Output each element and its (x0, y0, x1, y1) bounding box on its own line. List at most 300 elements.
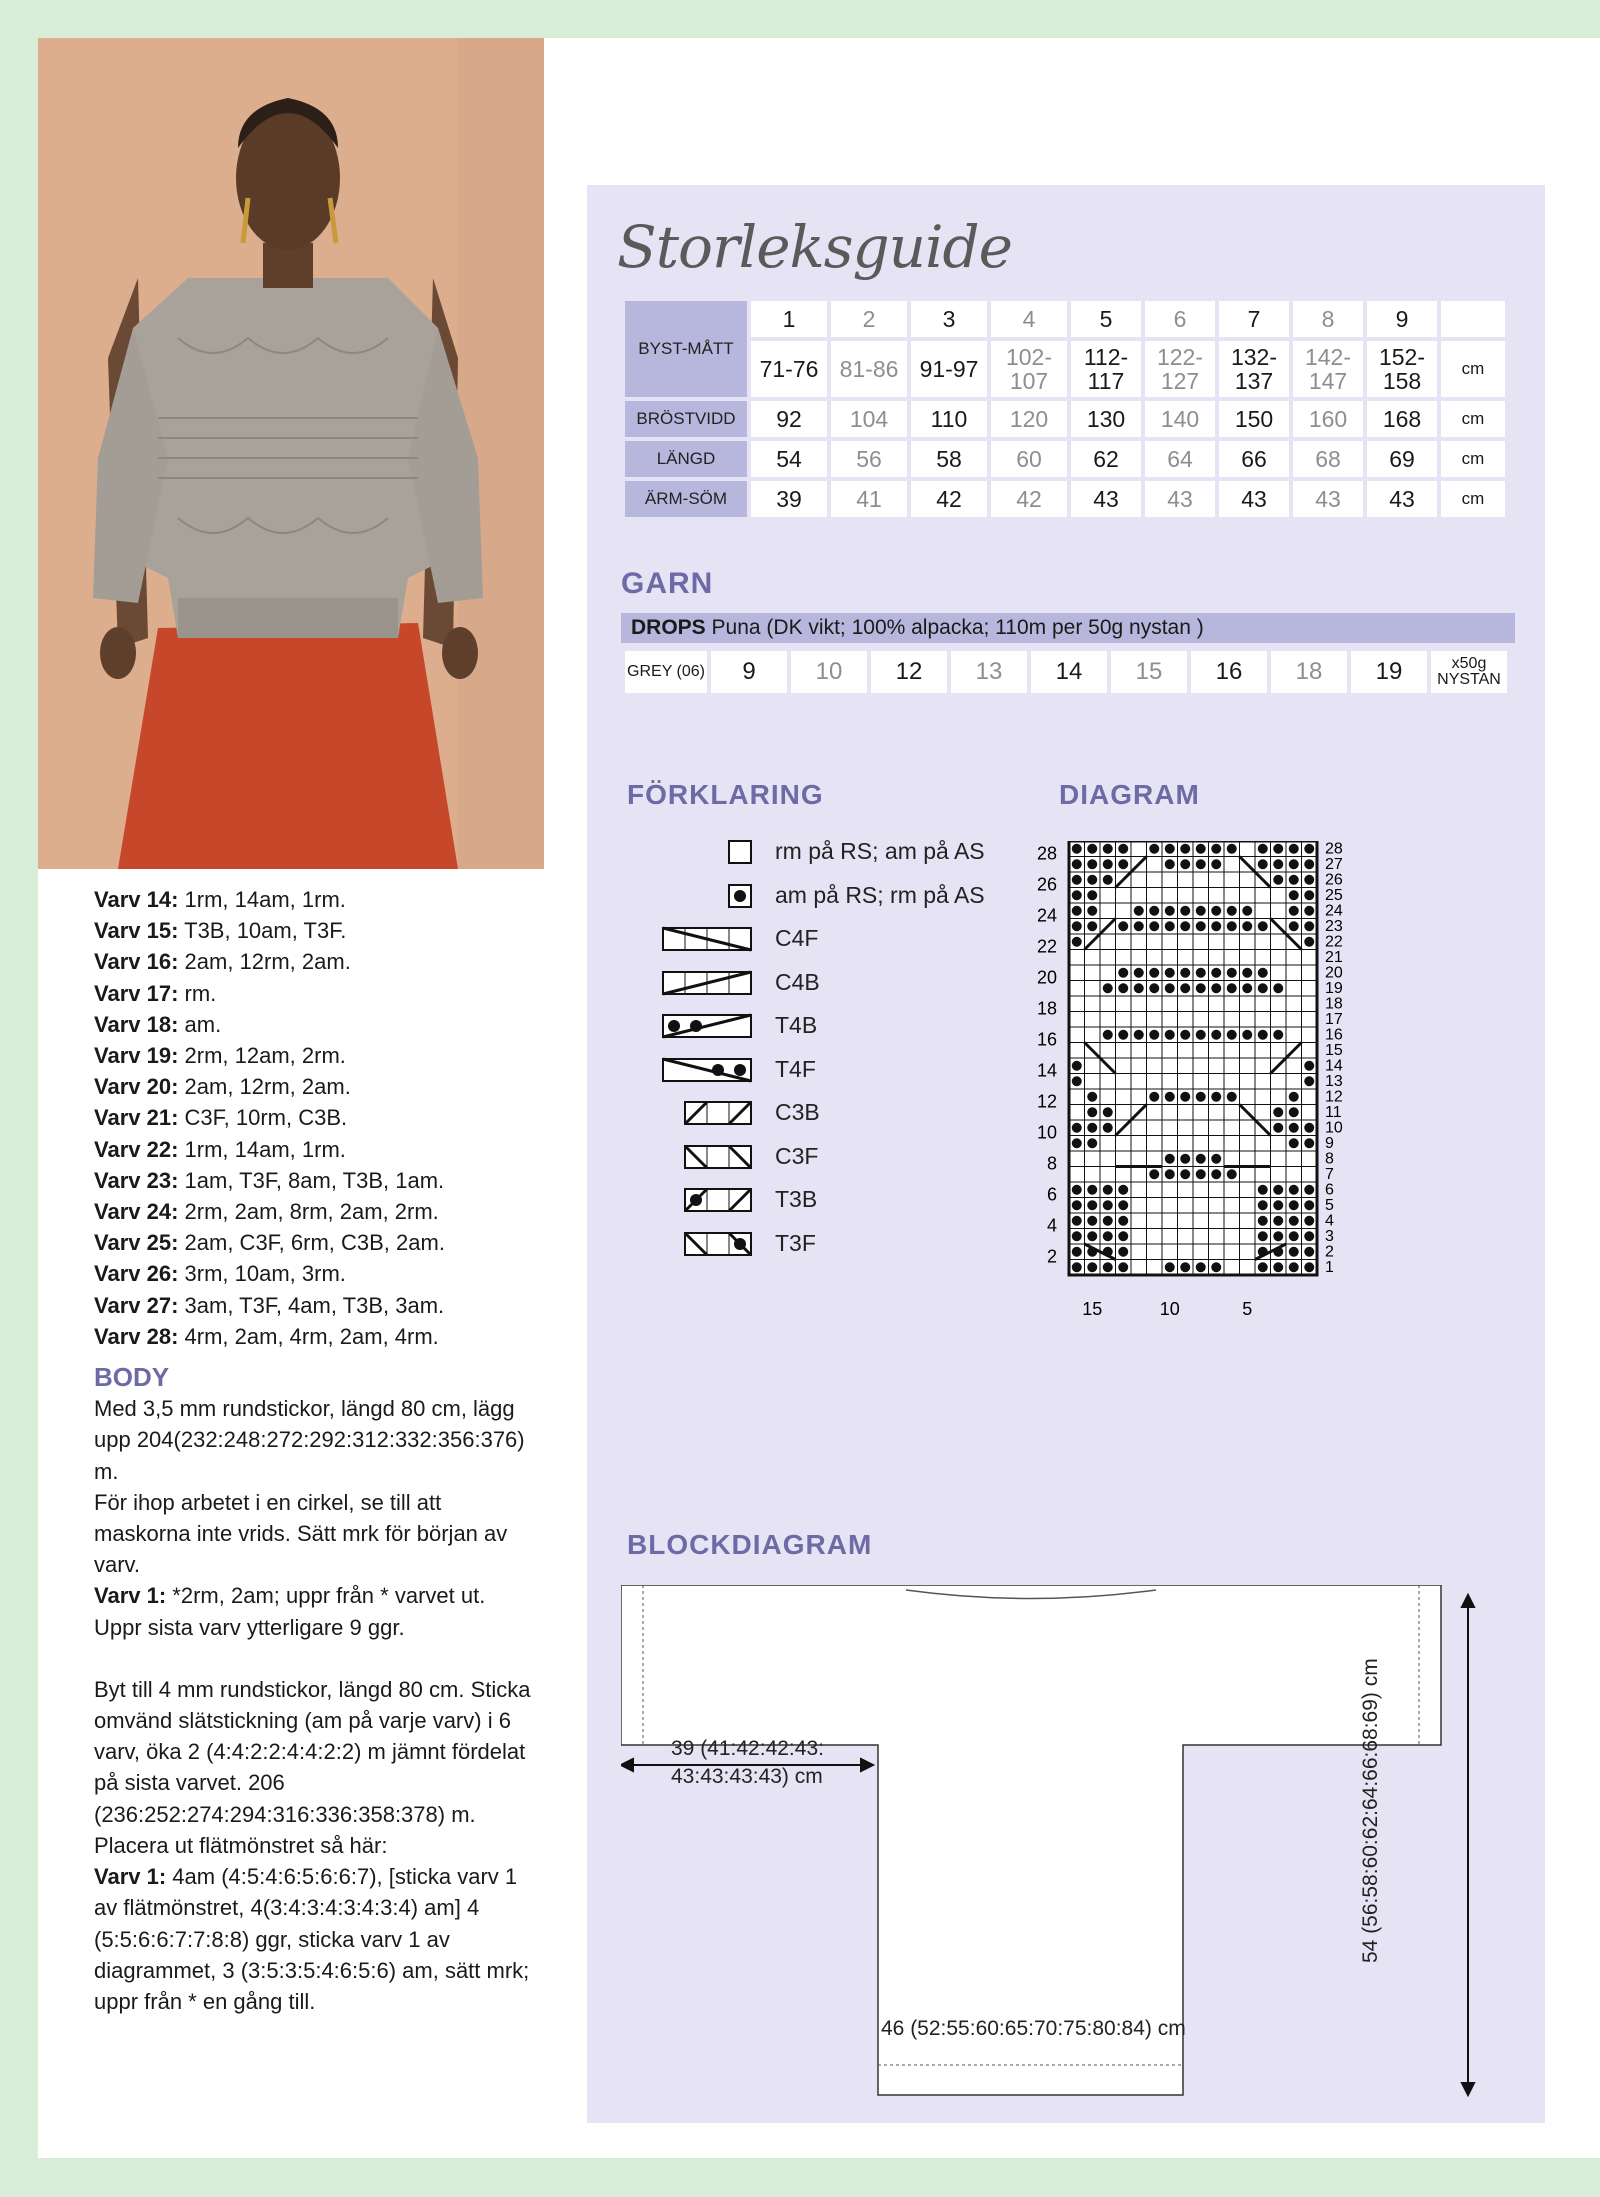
row-label-left: 16 (1036, 1029, 1057, 1050)
row-label-right: 27 (1325, 855, 1343, 873)
size-value: 152-158 (1367, 341, 1437, 397)
size-value: 69 (1367, 441, 1437, 477)
purl-dot (1227, 968, 1237, 978)
yarn-amount: 13 (951, 651, 1027, 693)
row-instruction: Varv 18: am. (94, 1011, 222, 1037)
c4b-icon (643, 970, 763, 998)
yarn-amount: 16 (1191, 651, 1267, 693)
size-value: 42 (991, 481, 1067, 517)
purl-dot (1211, 1154, 1221, 1164)
t3f-icon (643, 1231, 763, 1259)
purl-dot (1072, 1216, 1082, 1226)
purl-dot (1134, 921, 1144, 931)
row-instruction: Varv 14: 1rm, 14am, 1rm. (94, 887, 346, 912)
row-instruction: Varv 22: 1rm, 14am, 1rm. (94, 1136, 346, 1162)
purl-dot (1227, 906, 1237, 916)
size-header-row (625, 301, 1505, 337)
row-label-right: 13 (1325, 1072, 1343, 1090)
row-label-right: 19 (1325, 979, 1343, 997)
purl-dot (1258, 1231, 1268, 1241)
row-label-right: 3 (1325, 1227, 1334, 1245)
body-paragraph: För ihop arbetet i en cirkel, se till att maskorna inte vrids. Sätt mrk för början av varv. (94, 1489, 508, 1578)
purl-dot (1196, 1169, 1206, 1179)
col-label: 5 (1242, 1299, 1253, 1319)
purl-dot (1103, 875, 1113, 885)
unit-cell: cm (1441, 481, 1505, 517)
purl-dot (1227, 1169, 1237, 1179)
purl-dot (1149, 1092, 1159, 1102)
pattern-instructions (94, 884, 534, 2017)
row-label-right: 14 (1325, 1057, 1343, 1075)
size-cell: 8 (1293, 301, 1363, 337)
sleeve-measure-1: 39 (41:42:42:43: (671, 1737, 824, 1760)
purl-dot (1103, 859, 1113, 869)
row-label-left: 10 (1036, 1122, 1057, 1143)
legend-heading: FÖRKLARING (627, 779, 824, 810)
purl-dot (1180, 1169, 1190, 1179)
size-value: 41 (831, 481, 907, 517)
purl-dot (1258, 1030, 1268, 1040)
row-label-left: 28 (1036, 843, 1057, 864)
row-instruction: Varv 24: 2rm, 2am, 8rm, 2am, 2rm. (94, 1199, 439, 1225)
purl-dot (1118, 968, 1128, 978)
size-value: 43 (1219, 481, 1289, 517)
row-instruction: Varv 20: 2am, 12rm, 2am. (94, 1074, 351, 1100)
row-label-right: 9 (1325, 1134, 1334, 1152)
yarn-amount: 19 (1351, 651, 1427, 693)
size-value: 168 (1367, 401, 1437, 437)
size-value: 92 (751, 401, 827, 437)
purl-dot (1087, 1185, 1097, 1195)
body-paragraph: Varv 1: *2rm, 2am; uppr från * varvet ut. (94, 1583, 486, 1609)
size-value: 71-76 (751, 341, 827, 397)
purl-dot (1258, 1185, 1268, 1195)
row-label-right: 25 (1325, 886, 1343, 904)
purl-dot (1258, 844, 1268, 854)
purl-dot (1165, 921, 1175, 931)
size-value: 42 (911, 481, 987, 517)
purl-dot (1304, 890, 1314, 900)
purl-dot (1304, 1185, 1314, 1195)
yarn-amount: 18 (1271, 651, 1347, 693)
length-measure: 54 (56:58:60:62:64:66:68:69) cm (1359, 1658, 1382, 1963)
purl-dot (1289, 859, 1299, 869)
row-label: ÄRM-SÖM (625, 481, 747, 517)
size-cell: 2 (831, 301, 907, 337)
purl-dot (1196, 1030, 1206, 1040)
purl-dot (1118, 983, 1128, 993)
row-label-right: 21 (1325, 948, 1343, 966)
purl-dot (1258, 1216, 1268, 1226)
size-value: 62 (1071, 441, 1141, 477)
purl-dot (1273, 1030, 1283, 1040)
c3b-icon (643, 1100, 763, 1128)
yarn-heading: GARN (621, 567, 714, 600)
size-value: 110 (911, 401, 987, 437)
row-label-left: 6 (1046, 1184, 1057, 1205)
width-measure: 46 (52:55:60:65:70:75:80:84) cm (881, 2017, 1186, 2040)
row-instruction: Varv 23: 1am, T3F, 8am, T3B, 1am. (94, 1167, 445, 1193)
size-value: 60 (991, 441, 1067, 477)
size-value: 132-137 (1219, 341, 1289, 397)
purl-dot (1087, 859, 1097, 869)
purl-dot (1072, 844, 1082, 854)
purl-dot (1134, 968, 1144, 978)
purl-dot (1087, 1216, 1097, 1226)
purl-dot (1211, 968, 1221, 978)
row-label-right: 26 (1325, 871, 1343, 889)
row-instruction: Varv 16: 2am, 12rm, 2am. (94, 949, 351, 975)
row-label-right: 11 (1325, 1103, 1342, 1121)
purl-dot (1087, 844, 1097, 854)
purl-dot (1165, 1154, 1175, 1164)
purl-dot (1180, 1262, 1190, 1272)
purl-dot (1273, 983, 1283, 993)
purl-dot (1242, 968, 1252, 978)
purl-dot (1304, 1216, 1314, 1226)
purl-dot (1087, 875, 1097, 885)
size-cell: 9 (1367, 301, 1437, 337)
purl-dot (1196, 921, 1206, 931)
row-label-left: 2 (1046, 1246, 1057, 1267)
size-value: 43 (1293, 481, 1363, 517)
row-label-right: 12 (1325, 1088, 1343, 1106)
unit-cell: cm (1441, 341, 1505, 397)
blockdiagram-heading: BLOCKDIAGRAM (627, 1529, 873, 1560)
row-label: LÄNGD (625, 441, 747, 477)
purl-dot (1103, 844, 1113, 854)
purl-dot (1304, 921, 1314, 931)
purl-dot (1227, 1092, 1237, 1102)
size-value: 66 (1219, 441, 1289, 477)
purl-dot (1211, 859, 1221, 869)
size-row (625, 401, 1505, 437)
size-value: 120 (991, 401, 1067, 437)
body-paragraph: Varv 1: 4am (4:5:4:6:5:6:6:7), [sticka varv 1 av flätmönstret, 4(3:4:3:4:3:4:3:4) am] 4 (5:5:6:6:7:7:8:8) ggr, sticka varv 1 av diagrammet, 3 (3:5:3:5:4:6:5:6) am, sätt mrk; uppr från * en gång till. (94, 1864, 530, 2014)
row-label-right: 22 (1325, 933, 1343, 951)
purl-dot (1258, 921, 1268, 931)
purl-dot (1289, 1247, 1299, 1257)
row-instruction: Varv 19: 2rm, 12am, 2rm. (94, 1043, 346, 1069)
purl-dot (1196, 859, 1206, 869)
row-instruction: Varv 15: T3B, 10am, T3F. (94, 918, 347, 944)
purl-dot (1165, 1030, 1175, 1040)
purl-dot (1304, 844, 1314, 854)
purl-dot (1273, 1123, 1283, 1133)
purl-dot (1242, 1030, 1252, 1040)
purl-dot (1180, 1154, 1190, 1164)
page (38, 38, 1600, 2158)
purl-dot (1180, 1092, 1190, 1102)
row-instruction: Varv 25: 2am, C3F, 6rm, C3B, 2am. (94, 1230, 445, 1256)
row-label-right: 17 (1325, 1010, 1343, 1028)
purl-dot (1242, 983, 1252, 993)
body-heading: BODY (94, 1362, 170, 1393)
body-paragraph: Byt till 4 mm rundstickor, längd 80 cm. Sticka omvänd slätstickning (am på varje varv) i 6 varv, öka 2 (4:4:2:2:4:4:2:2) m jämnt fördelat på sista varvet. 206 (236:252:274:294:316:336:358:378) m. (94, 1676, 531, 1827)
purl-dot (1289, 1092, 1299, 1102)
purl-dot (1149, 1169, 1159, 1179)
purl-dot (1196, 1262, 1206, 1272)
row-label-right: 5 (1325, 1196, 1334, 1214)
purl-dot (1227, 844, 1237, 854)
size-value: 122-127 (1145, 341, 1215, 397)
purl-dot (1304, 906, 1314, 916)
size-cell: 1 (751, 301, 827, 337)
purl-dot (1273, 844, 1283, 854)
purl-dot (1304, 1200, 1314, 1210)
purl-dot (1211, 983, 1221, 993)
size-cell: 7 (1219, 301, 1289, 337)
purl-dot (1087, 1138, 1097, 1148)
col-label: 10 (1159, 1299, 1180, 1319)
purl-dot (1087, 890, 1097, 900)
body-paragraph: Placera ut flätmönstret så här: (94, 1832, 388, 1858)
size-value: 81-86 (831, 341, 907, 397)
purl-dot (1289, 844, 1299, 854)
purl-dot (1118, 1030, 1128, 1040)
purl-dot (1196, 1092, 1206, 1102)
purl-dot (1165, 1262, 1175, 1272)
purl-dot (1211, 1262, 1221, 1272)
row-label-right: 15 (1325, 1041, 1343, 1059)
purl-dot (1072, 1185, 1082, 1195)
row-label-right: 23 (1325, 917, 1343, 935)
yarn-color: GREY (06) (625, 651, 707, 693)
size-value: 43 (1071, 481, 1141, 517)
dot-square-icon (643, 883, 763, 911)
purl-dot (1149, 906, 1159, 916)
purl-dot (1196, 1154, 1206, 1164)
purl-dot (1118, 1262, 1128, 1272)
size-value: 68 (1293, 441, 1363, 477)
purl-dot (1072, 859, 1082, 869)
purl-dot (1304, 1123, 1314, 1133)
purl-dot (1289, 1185, 1299, 1195)
purl-dot (1103, 1185, 1113, 1195)
purl-dot (1304, 1231, 1314, 1241)
purl-dot (1103, 1107, 1113, 1117)
row-label-left: 20 (1036, 967, 1057, 988)
purl-dot (1180, 844, 1190, 854)
purl-dot (1072, 875, 1082, 885)
purl-dot (1087, 1092, 1097, 1102)
purl-dot (1087, 906, 1097, 916)
purl-dot (1087, 1123, 1097, 1133)
row-label: BYST-MÅTT (625, 301, 747, 397)
purl-dot (1289, 1262, 1299, 1272)
row-label-right: 18 (1325, 995, 1343, 1013)
yarn-table (621, 647, 1511, 697)
purl-dot (1211, 906, 1221, 916)
row-label-right: 8 (1325, 1150, 1334, 1168)
purl-dot (1072, 921, 1082, 931)
size-value: 91-97 (911, 341, 987, 397)
row-label-left: 8 (1046, 1153, 1057, 1174)
purl-dot (1087, 1200, 1097, 1210)
purl-dot (1165, 844, 1175, 854)
yarn-amount: 12 (871, 651, 947, 693)
size-table (621, 297, 1509, 521)
size-value: 150 (1219, 401, 1289, 437)
row-label-right: 4 (1325, 1212, 1334, 1230)
unit-cell: cm (1441, 401, 1505, 437)
purl-dot (1072, 1262, 1082, 1272)
purl-dot (1134, 1030, 1144, 1040)
purl-dot (1289, 890, 1299, 900)
purl-dot (1227, 921, 1237, 931)
size-value: 39 (751, 481, 827, 517)
purl-dot (1087, 1262, 1097, 1272)
yarn-unit: x50g NYSTAN (1431, 651, 1507, 693)
purl-dot (1196, 844, 1206, 854)
purl-dot (1289, 1200, 1299, 1210)
purl-dot (1103, 1123, 1113, 1133)
size-cell: 3 (911, 301, 987, 337)
purl-dot (1072, 906, 1082, 916)
purl-dot (1072, 1247, 1082, 1257)
purl-dot (1304, 875, 1314, 885)
row-label-left: 26 (1036, 874, 1057, 895)
purl-dot (1289, 1107, 1299, 1117)
purl-dot (1072, 1123, 1082, 1133)
purl-dot (1289, 1216, 1299, 1226)
purl-dot (1273, 1185, 1283, 1195)
row-instruction: Varv 28: 4rm, 2am, 4rm, 2am, 4rm. (94, 1323, 439, 1349)
size-value: 54 (751, 441, 827, 477)
row-label-left: 22 (1036, 936, 1057, 957)
purl-dot (1118, 1200, 1128, 1210)
purl-dot (1134, 906, 1144, 916)
purl-dot (1258, 968, 1268, 978)
purl-dot (1180, 1030, 1190, 1040)
purl-dot (1304, 1247, 1314, 1257)
row-label-left: 4 (1046, 1215, 1057, 1236)
c4f-icon (643, 926, 763, 954)
purl-dot (1289, 921, 1299, 931)
purl-dot (1211, 1092, 1221, 1102)
purl-dot (1103, 1200, 1113, 1210)
purl-dot (1118, 844, 1128, 854)
purl-dot (1149, 844, 1159, 854)
row-label-right: 20 (1325, 964, 1343, 982)
row-label-left: 14 (1036, 1060, 1057, 1081)
purl-dot (1072, 1231, 1082, 1241)
purl-dot (1165, 906, 1175, 916)
purl-dot (1196, 968, 1206, 978)
purl-dot (1072, 1061, 1082, 1071)
size-guide-title: Storleksguide (617, 213, 1012, 281)
body-paragraph: Uppr sista varv ytterligare 9 ggr. (94, 1614, 405, 1640)
row-label-right: 10 (1325, 1119, 1343, 1137)
row-instruction: Varv 21: C3F, 10rm, C3B. (94, 1105, 348, 1131)
size-value: 102-107 (991, 341, 1067, 397)
model-photo (38, 38, 544, 869)
yarn-amount: 15 (1111, 651, 1187, 693)
purl-dot (1149, 921, 1159, 931)
purl-dot (1103, 1216, 1113, 1226)
purl-dot (1087, 921, 1097, 931)
purl-dot (1304, 1138, 1314, 1148)
size-value: 142-147 (1293, 341, 1363, 397)
purl-dot (1196, 906, 1206, 916)
purl-dot (1087, 1107, 1097, 1117)
purl-dot (1072, 937, 1082, 947)
row-label-right: 7 (1325, 1165, 1334, 1183)
purl-dot (1165, 968, 1175, 978)
purl-dot (1304, 1076, 1314, 1086)
purl-dot (1289, 1231, 1299, 1241)
size-value: 130 (1071, 401, 1141, 437)
row-label-right: 2 (1325, 1243, 1334, 1261)
size-value: 140 (1145, 401, 1215, 437)
row-instruction: Varv 17: rm. (94, 980, 217, 1006)
purl-dot (1103, 1231, 1113, 1241)
purl-dot (1165, 1092, 1175, 1102)
yarn-amount: 9 (711, 651, 787, 693)
row-label-left: 12 (1036, 1091, 1057, 1112)
purl-dot (1072, 890, 1082, 900)
row-label-right: 24 (1325, 902, 1343, 920)
t4f-icon (643, 1057, 763, 1085)
purl-dot (1304, 859, 1314, 869)
size-value: 64 (1145, 441, 1215, 477)
purl-dot (1118, 1231, 1128, 1241)
purl-dot (1242, 906, 1252, 916)
size-value: 160 (1293, 401, 1363, 437)
purl-dot (1258, 983, 1268, 993)
purl-dot (1211, 921, 1221, 931)
size-value: 112-117 (1071, 341, 1141, 397)
t4b-icon (643, 1013, 763, 1041)
purl-dot (1227, 983, 1237, 993)
purl-dot (1072, 1076, 1082, 1086)
purl-dot (1165, 983, 1175, 993)
chart-svg (1019, 841, 1479, 1501)
info-panel: Storleksguide BYST-MÅTT 1 2 3 4 5 6 7 8 9 71-76 81-86 91-97 102-107 112-117 122-127 132-137 142-147 152-158 cm BRÖSTVIDD 92 104 110 120 130 140 150 160 168 cm LÄNGD 54 56 58 60 62 64 66 68 69 cm ÄRM-SÖM 39 41 42 42 43 43 43 43 43 cm GARN DROPS Puna (DK vikt; 100% alpacka; 110m per 50g nystan ) GREY (06) 9 10 12 13 14 15 16 18 19 x50g NYSTAN FÖRKLARING DIAGRAM rm på RS; am på AS am på RS; rm på AS C4F C4B T4B T4F C3B C3F T3B T3F 28 26 24 22 20 18 16 14 12 10 8 6 4 2 28 27 26 25 24 23 22 21 20 19 18 17 16 15 14 13 12 11 10 9 8 7 6 5 4 3 2 1 15 10 5 BLOCKDIAGRAM 39 (41:42:42:43: 43:43:43:43) cm 46 (52:55:60:65:70:75:80:84) cm 54 (56:58:60:62:64:66:68:69) cm (587, 185, 1545, 2123)
purl-dot (1149, 1030, 1159, 1040)
size-cell (1441, 301, 1505, 337)
empty-square-icon (643, 839, 763, 867)
yarn-amount: 10 (791, 651, 867, 693)
purl-dot (1242, 921, 1252, 931)
purl-dot (1118, 1216, 1128, 1226)
purl-dot (1180, 921, 1190, 931)
purl-dot (1087, 1231, 1097, 1241)
purl-dot (1196, 983, 1206, 993)
purl-dot (1273, 875, 1283, 885)
size-value: 43 (1367, 481, 1437, 517)
purl-dot (1273, 1262, 1283, 1272)
purl-dot (1118, 921, 1128, 931)
purl-dot (1273, 1231, 1283, 1241)
size-value: 58 (911, 441, 987, 477)
purl-dot (1165, 1169, 1175, 1179)
row-label-right: 1 (1325, 1258, 1334, 1276)
size-row (625, 441, 1505, 477)
purl-dot (1289, 906, 1299, 916)
purl-dot (1180, 859, 1190, 869)
purl-dot (1103, 1262, 1113, 1272)
purl-dot (1273, 1107, 1283, 1117)
purl-dot (1258, 1262, 1268, 1272)
row-instruction: Varv 27: 3am, T3F, 4am, T3B, 3am. (94, 1292, 445, 1318)
yarn-description: DROPS Puna (DK vikt; 100% alpacka; 110m per 50g nystan ) (621, 613, 1515, 643)
sleeve-measure-2: 43:43:43:43) cm (671, 1765, 823, 1788)
c3f-icon (643, 1144, 763, 1172)
size-row (625, 481, 1505, 517)
purl-dot (1165, 859, 1175, 869)
purl-dot (1258, 1200, 1268, 1210)
